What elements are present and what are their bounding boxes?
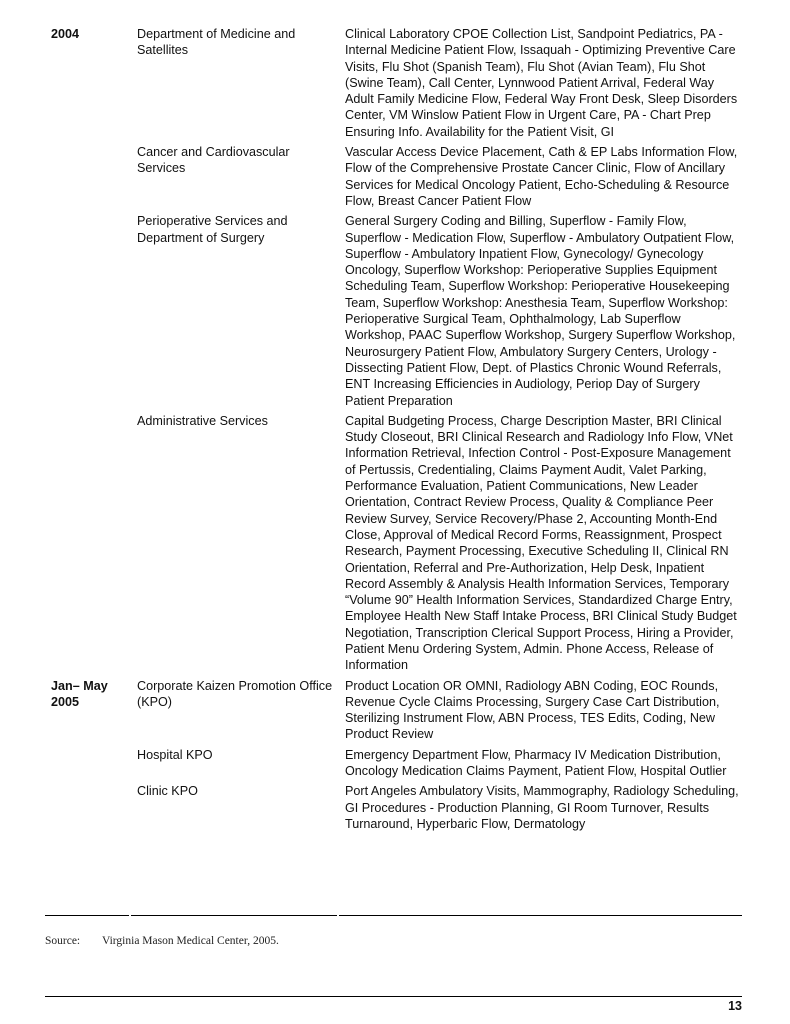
- table-bottom-rule: [131, 915, 337, 916]
- table-row: [45, 747, 742, 784]
- department-cell: Clinic KPO: [137, 784, 198, 799]
- year-cell: [45, 144, 137, 213]
- year-cell: Jan– May 2005: [51, 678, 108, 709]
- department-cell: Perioperative Services and Department of Surgery: [137, 214, 288, 245]
- table-row: [45, 213, 742, 413]
- year-cell: [45, 413, 137, 678]
- table-row: [45, 144, 742, 213]
- projects-cell: Port Angeles Ambulatory Visits, Mammography, Radiology Scheduling, GI Procedures - Production Planning, GI Room Turnover, Results Turnaround, Hyperbaric Flow, Dermatology: [345, 784, 739, 831]
- table-row: [45, 413, 742, 678]
- page-number: 13: [728, 999, 742, 1013]
- projects-cell: Product Location OR OMNI, Radiology ABN Coding, EOC Rounds, Revenue Cycle Claims Processing, Surgery Case Cart Distribution, Sterilizing Instrument Flow, ABN Process, TES Edits, Coding, New Product Review: [345, 678, 720, 742]
- year-cell: 2004: [51, 27, 80, 41]
- department-cell: Corporate Kaizen Promotion Office (KPO): [137, 678, 333, 709]
- table-row: [45, 783, 742, 836]
- projects-cell: General Surgery Coding and Billing, Superflow - Family Flow, Superflow - Medication Flow, Superflow - Ambulatory Outpatient Flow, Superflow - Ambulatory Inpatient Flow, Gynecology/ Gynecology Oncology, Superflow Workshop: Perioperative Supplies Equipment Scheduling Team, Superflow Workshop: Perioperative Housekeeping Team, Superflow Workshop: Anesthesia Team, Superflow Workshop: Perioperative Surgical Team, Ophthalmology, Lab Superflow Workshop, PAAC Superflow Workshop, Surgery Superflow Workshop, Neurosurgery Patient Flow, Ambulatory Surgery Centers, Urology - Dissecting Patient Flow, Dept. of Plastics Chronic Wound Referrals, ENT Increasing Efficiencies in Audiology, Periop Day of Surgery Patient Preparation: [345, 214, 736, 408]
- department-cell: Administrative Services: [137, 413, 268, 428]
- department-cell: Cancer and Cardiovascular Services: [137, 145, 290, 176]
- footer-divider: [45, 996, 742, 997]
- table-bottom-rule: [45, 915, 129, 916]
- kaizen-projects-table: [45, 26, 742, 836]
- projects-cell: Clinical Laboratory CPOE Collection List, Sandpoint Pediatrics, PA - Internal Medicine Patient Flow, Issaquah - Optimizing Preventive Care Visits, Flu Shot (Spanish Team), Flu Shot (Avian Team), Flu Shot (Swine Team), Call Center, Lynnwood Patient Arrival, Federal Way Adult Family Medicine Flow, Federal Way Front Desk, Sleep Disorders Center, VM Winslow Patient Flow in Urgent Care, PA - Chart Prep Ensuring Info. Availability for the Patient Visit, GI: [345, 27, 738, 139]
- projects-cell: Emergency Department Flow, Pharmacy IV Medication Distribution, Oncology Medication Claims Payment, Patient Flow, Hospital Outlier: [345, 747, 727, 779]
- department-cell: Hospital KPO: [137, 747, 213, 762]
- department-cell: Department of Medicine and Satellites: [137, 27, 296, 58]
- year-cell: [45, 213, 137, 413]
- source-label: Source:: [45, 935, 81, 947]
- table-row: [45, 678, 742, 747]
- projects-cell: Capital Budgeting Process, Charge Description Master, BRI Clinical Study Closeout, BRI Clinical Research and Radiology Info Flow, VNet Information Retrieval, Infection Control - Post-Exposure Management of Pertussis, Credentialing, Claims Payment Audit, Valet Parking, Performance Evaluation, Patient Communications, New Leader Orientation, Contract Review Process, Quality & Compliance Peer Review Survey, Service Recovery/Phase 2, Accounting Month-End Close, Approval of Medical Record Forms, Reassignment, Prospect Research, Payment Processing, Executive Scheduling II, Clinical RN Orientation, Referral and Pre-Authorization, Help Desk, Inpatient Record Assembly & Analysis Health Information Services, Temporary “Volume 90” Health Information Services, Standardized Charge Entry, Employee Health New Staff Intake Process, BRI Clinical Study Budget Negotiation, Transcription Clerical Support Process, Hiring a Provider, Patient Menu Ordering System, Admin. Phone Access, Release of Information: [345, 413, 737, 673]
- table-row: [45, 26, 742, 144]
- projects-cell: Vascular Access Device Placement, Cath & EP Labs Information Flow, Flow of the Comprehensive Prostate Cancer Clinic, Flow of Ancillary Services for Medical Oncology Patient, Echo-Scheduling & Resource Flow, Breast Cancer Patient Flow: [345, 145, 738, 208]
- source-text: Virginia Mason Medical Center, 2005.: [102, 935, 279, 947]
- year-cell: [45, 747, 137, 784]
- source-note: [45, 935, 279, 947]
- table-bottom-rule: [339, 915, 742, 916]
- year-cell: [45, 783, 137, 836]
